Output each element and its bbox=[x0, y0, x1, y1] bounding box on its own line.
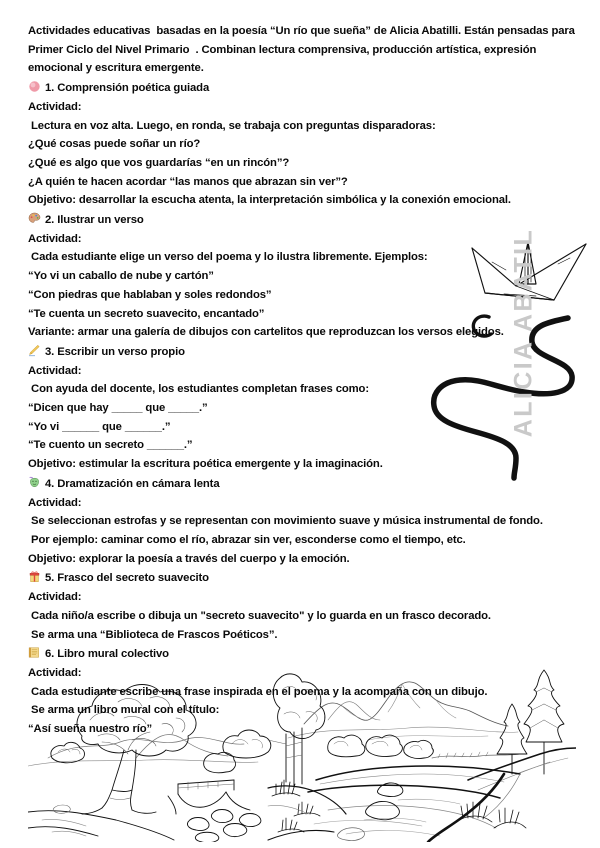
section-4 bbox=[28, 474, 576, 569]
section-3-activity-label: Actividad: bbox=[28, 364, 82, 377]
section-2-line-3: “Con piedras que hablaban y soles redondos” bbox=[28, 288, 272, 301]
section-5-heading-row bbox=[28, 568, 576, 588]
section-1-line-1: Lectura en voz alta. Luego, en ronda, se trabaja con preguntas disparadoras: bbox=[28, 119, 436, 132]
section-2 bbox=[28, 210, 576, 342]
section-4-line-1: Se seleccionan estrofas y se representan con movimiento suave y música instrumental de fondo. bbox=[28, 515, 543, 528]
section-4-activity-label: Actividad: bbox=[28, 496, 82, 509]
writing-hand-icon bbox=[28, 344, 41, 357]
watermark-text: ALICIA ABATIL bbox=[509, 227, 538, 438]
section-1-heading-row bbox=[28, 78, 576, 98]
section-2-activity-label: Actividad: bbox=[28, 232, 82, 245]
section-6-line-1: Cada estudiante escribe una frase inspirada en el poema y la acompaña con un dibujo. bbox=[28, 685, 488, 698]
section-6-line-3: “Así sueña nuestro río” bbox=[28, 723, 153, 736]
section-3-heading-row bbox=[28, 342, 576, 362]
section-3-line-1: Con ayuda del docente, los estudiantes completan frases como: bbox=[28, 383, 369, 396]
section-4-line-2: Por ejemplo: caminar como el río, abrazar sin ver, esconderse como el tiempo, etc. bbox=[28, 533, 466, 546]
intro-paragraph: Actividades educativas basadas en la poesía “Un río que sueña” de Alicia Abatilli. Están pensadas para Primer Ciclo del Nivel Primario . Combinan lectura comprensiva, producción artística, expresión emocional y escritura emergente. bbox=[28, 25, 578, 75]
gift-jar-icon bbox=[28, 570, 41, 583]
section-1-line-2: ¿Qué cosas puede soñar un río? bbox=[28, 138, 201, 151]
section-6-heading: 6. Libro mural colectivo bbox=[45, 648, 169, 661]
section-2-heading-row bbox=[28, 210, 576, 230]
section-3-line-4: “Te cuento un secreto ______.” bbox=[28, 439, 193, 452]
section-3-line-5: Objetivo: estimular la escritura poética emergente y la imaginación. bbox=[28, 458, 383, 471]
section-1-activity-label: Actividad: bbox=[28, 100, 82, 113]
section-3-line-2: “Dicen que hay _____ que _____.” bbox=[28, 402, 208, 415]
cherry-blossom-icon bbox=[28, 80, 41, 93]
section-1 bbox=[28, 78, 576, 210]
section-4-heading-row bbox=[28, 474, 576, 494]
performing-arts-icon bbox=[28, 476, 41, 489]
section-4-line-3: Objetivo: explorar la poesía a través del cuerpo y la emoción. bbox=[28, 552, 350, 565]
section-4-heading: 4. Dramatización en cámara lenta bbox=[45, 477, 220, 490]
section-6-activity-label: Actividad: bbox=[28, 666, 82, 679]
section-5 bbox=[28, 568, 576, 644]
section-3-line-3: “Yo vi ______ que ______.” bbox=[28, 420, 171, 433]
text-column bbox=[28, 22, 576, 739]
section-6-line-2: Se arma un libro mural con el título: bbox=[28, 704, 220, 717]
section-5-line-2: Se arma una “Biblioteca de Frascos Poéticos”. bbox=[28, 628, 278, 641]
section-6-heading-row bbox=[28, 644, 576, 664]
section-2-line-1: Cada estudiante elige un verso del poema y lo ilustra libremente. Ejemplos: bbox=[28, 251, 428, 264]
section-1-line-5: Objetivo: desarrollar la escucha atenta, la interpretación simbólica y la conexión emocional. bbox=[28, 194, 511, 207]
section-5-heading: 5. Frasco del secreto suavecito bbox=[45, 572, 209, 585]
section-3-heading: 3. Escribir un verso propio bbox=[45, 345, 185, 358]
section-3 bbox=[28, 342, 576, 474]
section-2-heading: 2. Ilustrar un verso bbox=[45, 214, 144, 227]
artist-palette-icon bbox=[28, 212, 41, 225]
section-5-activity-label: Actividad: bbox=[28, 591, 82, 604]
scroll-icon bbox=[28, 646, 41, 659]
section-2-line-2: “Yo vi un caballo de nube y cartón” bbox=[28, 270, 214, 283]
section-2-line-5: Variante: armar una galería de dibujos con cartelitos que reproduzcan los versos elegidos. bbox=[28, 326, 504, 339]
section-2-line-4: “Te cuenta un secreto suavecito, encantado” bbox=[28, 307, 265, 320]
section-1-heading: 1. Comprensión poética guiada bbox=[45, 82, 210, 95]
section-1-line-3: ¿Qué es algo que vos guardarías “en un rincón”? bbox=[28, 156, 290, 169]
section-1-line-4: ¿A quién te hacen acordar “las manos que abrazan sin ver”? bbox=[28, 175, 348, 188]
section-6 bbox=[28, 644, 576, 739]
section-5-line-1: Cada niño/a escribe o dibuja un "secreto suavecito" y lo guarda en un frasco decorado. bbox=[28, 609, 491, 622]
